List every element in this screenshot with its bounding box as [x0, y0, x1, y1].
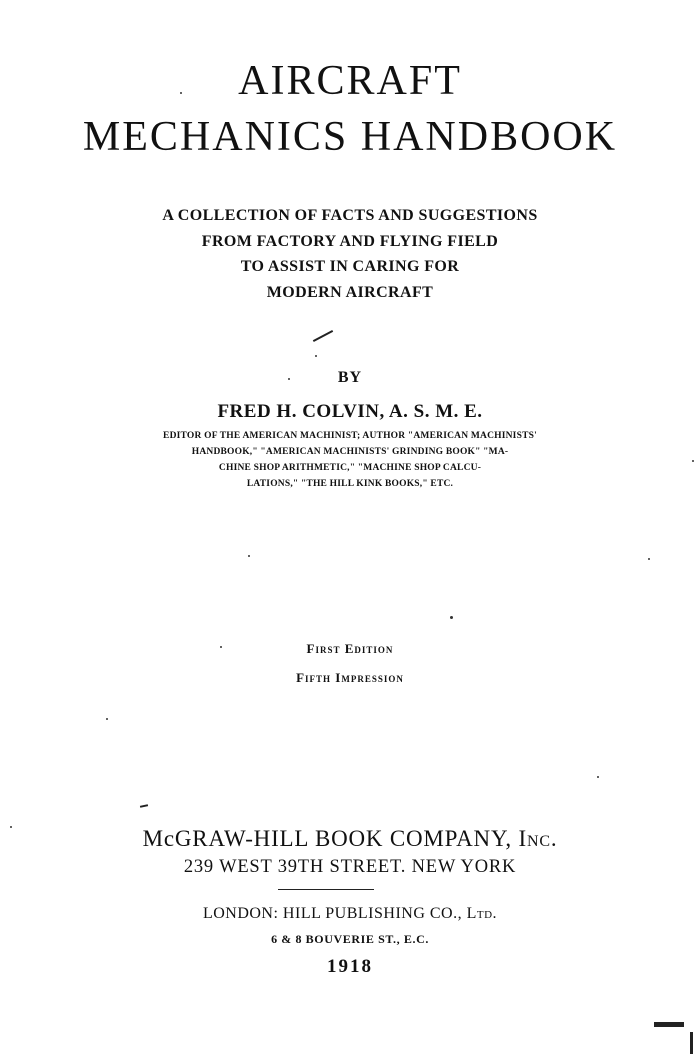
by-label: BY: [337, 369, 363, 386]
title-line-1: AIRCRAFT: [238, 58, 462, 104]
subtitle-line-3: TO ASSIST IN CARING FOR: [240, 258, 460, 275]
scan-speck: [180, 92, 182, 94]
divider-rule: [278, 889, 374, 890]
scan-speck: [450, 616, 453, 619]
author-credits-line-4: LATIONS," "THE HILL KINK BOOKS," ETC.: [246, 479, 454, 489]
scan-speck: [220, 646, 222, 648]
scan-speck: [597, 776, 599, 778]
subtitle-line-4: MODERN AIRCRAFT: [266, 284, 434, 301]
publisher-address: 239 WEST 39TH STREET. NEW YORK: [183, 857, 517, 877]
london-publisher-line: [0, 905, 700, 923]
publisher-line: [0, 826, 700, 852]
publisher-suffix: Inc.: [518, 826, 558, 851]
london-suffix: Ltd.: [466, 905, 498, 922]
author-credits-line-2: HANDBOOK," "AMERICAN MACHINISTS' GRINDING BOOK" "MA-: [191, 447, 509, 457]
edition: First Edition: [306, 641, 394, 656]
scan-speck: [106, 718, 108, 720]
scan-speck: [692, 460, 694, 462]
london-address: 6 & 8 BOUVERIE ST., E.C.: [271, 932, 429, 946]
subtitle-line-1: A COLLECTION OF FACTS AND SUGGESTIONS: [162, 207, 538, 224]
scan-speck: [10, 826, 12, 828]
author-credits-line-3: CHINE SHOP ARITHMETIC," "MACHINE SHOP CALCU-: [218, 463, 482, 473]
scan-speck: [288, 378, 290, 380]
decorative-dash: [313, 330, 333, 342]
publication-year: 1918: [327, 956, 373, 977]
scan-mark: [654, 1022, 684, 1027]
scan-speck: [248, 555, 250, 557]
scan-speck: [648, 558, 650, 560]
scan-mark: [140, 804, 148, 808]
author-name: FRED H. COLVIN, A. S. M. E.: [217, 401, 483, 422]
author-credits-line-1: EDITOR OF THE AMERICAN MACHINIST; AUTHOR "AMERICAN MACHINISTS': [163, 431, 537, 441]
subtitle-line-2: FROM FACTORY AND FLYING FIELD: [201, 233, 499, 250]
impression: Fifth Impression: [296, 670, 404, 685]
scan-speck: [315, 355, 317, 357]
title-line-2: MECHANICS HANDBOOK: [82, 114, 618, 160]
publisher-name: McGRAW-HILL BOOK COMPANY,: [142, 826, 512, 851]
london-publisher: LONDON: HILL PUBLISHING CO.,: [202, 905, 463, 922]
scan-mark: [690, 1032, 693, 1054]
